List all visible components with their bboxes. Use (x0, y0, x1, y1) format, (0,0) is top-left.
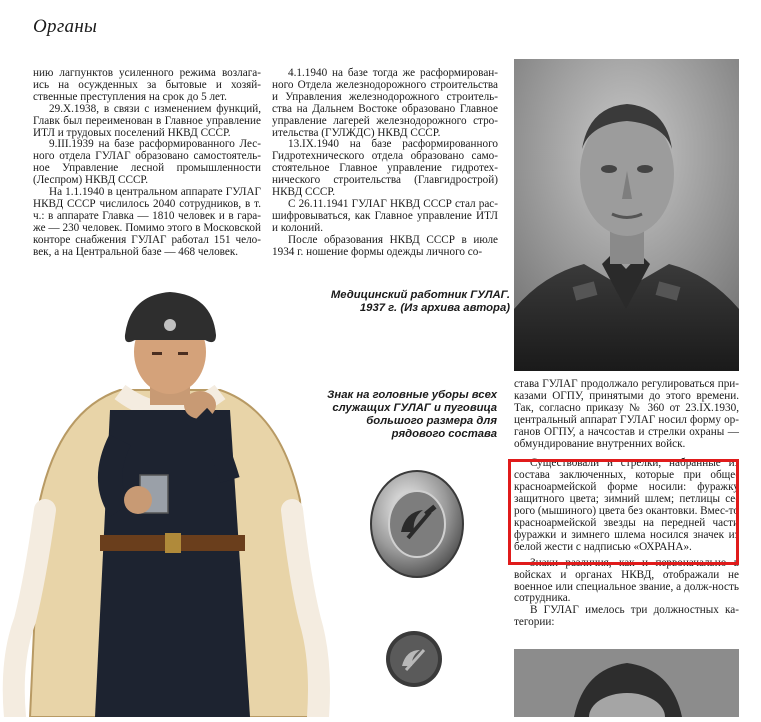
portrait-photo (514, 59, 739, 371)
photo-caption: Медицинский работник ГУЛАГ. 1937 г. (Из архива автора) (330, 289, 510, 314)
paragraph: нию лагпунктов усиленного режима возлага-ись на осужденных за бытовые и хозяй-ственные преступления на срок до 5 лет. (33, 67, 261, 103)
paragraph: Знаки различия, как и первоначально в войсках и органах НКВД, отображали не военное или специальное звание, а долж-ность сотрудника. (514, 556, 739, 605)
highlighted-paragraph: Существовали и стрелки, набранные из состава заключенных, которые при обще-красноармейской форме носили: фуражку защитного цвета; зимний шлем; петлицы се-рого (мышиного) цвета без окантовки. Вмес-то красноармейской звезды на передней части фуражки и зимнего шлема носился значек из белой жести с надписью «ОХРАНА». (514, 457, 739, 553)
paragraph: 13.IX.1940 на базе расформированного Гидротехнического отдела образовано само-стоятельное Главное управление гидротех-нического строительства (Главгидрострой) НКВД СССР. (272, 138, 498, 199)
text-column-middle (272, 68, 498, 259)
paragraph: 29.X.1938, в связи с изменением функций, Главк был переименован в Главное управление ИТЛ и трудовых поселений НКВД СССР. (33, 102, 261, 139)
badge-caption: Знак на головные уборы всех служащих ГУЛАГ и пуговица большого размера для рядового состава (327, 389, 497, 440)
paragraph: В ГУЛАГ имелось три должностных ка-тегории: (514, 604, 739, 629)
paragraph: После образования НКВД СССР в июле 1934 г. ношение формы одежды личного со- (272, 233, 498, 258)
paragraph: става ГУЛАГ продолжало регулироваться при-казами ОГПУ, принятыми до этого времени. Так, согласно приказу № 360 от 23.IX.1930, центральный аппарат ГУЛАГ носил форму ор-ганов ОГПУ, а начсостав и стрелки охраны — обмундирование внутренних войск. (514, 378, 739, 450)
paragraph: 9.III.1939 на базе расформированного Лес-ного отдела ГУЛАГ образовано самостоятель-ное Управление лесной промышленности (Леспром) НКВД СССР. (33, 138, 261, 187)
paragraph: С 26.11.1941 ГУЛАГ НКВД СССР стал рас-шифровываться, как Главное управление ИТЛ и колоний. (272, 197, 498, 234)
bottom-photo (514, 649, 739, 717)
paragraph: 4.1.1940 на базе тогда же расформирован-ного Отдела железнодорожного строительства и Управления железнодорожного строитель-ства на Дальнем Востоке образовано Главное управление лагерей железнодорожного стро-ительства (ГУЛЖДС) НКВД СССР. (272, 67, 498, 139)
paragraph: На 1.1.1940 в центральном аппарате ГУЛАГ НКВД СССР числилось 2040 сотрудников, в т. ч.: в аппарате Главка — 1810 человек и в гара-же — 230 человек. Помимо этого в Московской конторе снабжения ГУЛАГ работал 151 чело-век, а на Центральной базе — 468 человек. (33, 186, 261, 258)
text-column-left (33, 68, 261, 259)
page-header-title: Органы (33, 16, 98, 37)
cap-badge-image (368, 468, 466, 585)
uniform-button-image (384, 628, 444, 695)
highlight-box (508, 459, 739, 565)
guard-illustration (0, 280, 330, 717)
